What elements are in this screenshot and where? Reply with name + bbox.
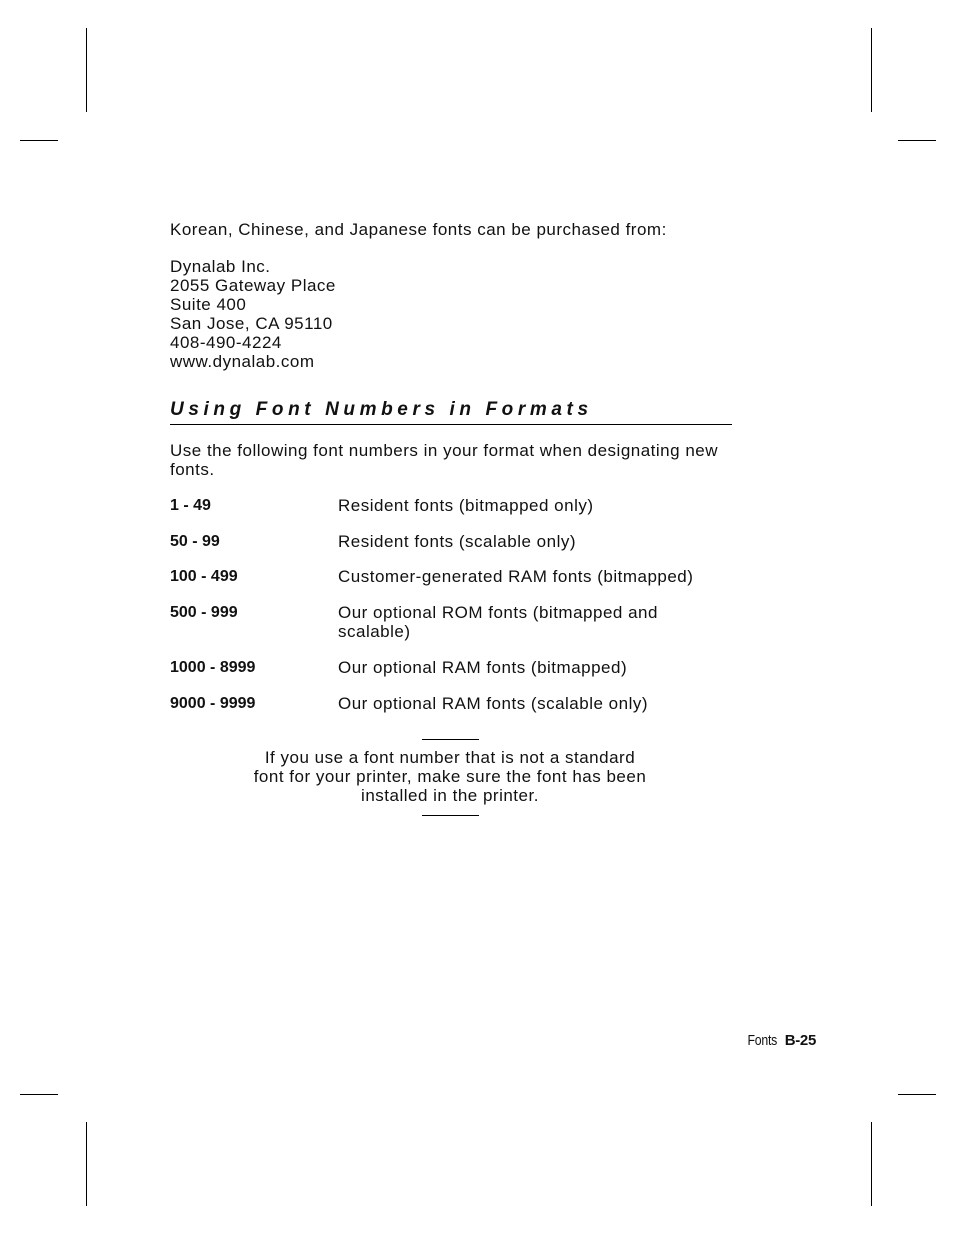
vendor-address — [170, 257, 570, 371]
crop-mark — [898, 140, 936, 141]
address-line: Suite 400 — [170, 295, 247, 314]
font-range-number: 1 - 49 — [170, 497, 211, 514]
address-line: Dynalab Inc. — [170, 257, 271, 276]
crop-mark — [86, 28, 87, 112]
note-text: If you use a font number that is not a standard font for your printer, make sure the font has been installed in the printer. — [253, 748, 647, 805]
font-range-number: 100 - 499 — [170, 568, 238, 585]
font-range-number: 50 - 99 — [170, 533, 220, 550]
intro-paragraph: Korean, Chinese, and Japanese fonts can be purchased from: — [170, 220, 667, 239]
font-range-description: Our optional RAM fonts (scalable only) — [338, 694, 649, 713]
font-range-description: Customer-generated RAM fonts (bitmapped) — [338, 567, 694, 586]
page-number: B-25 — [784, 1032, 816, 1049]
font-range-number: 1000 - 8999 — [170, 659, 256, 676]
crop-mark — [898, 1094, 936, 1095]
crop-mark — [20, 1094, 58, 1095]
footer-section-name: Fonts — [747, 1032, 777, 1049]
crop-mark — [20, 140, 58, 141]
usage-paragraph: Use the following font numbers in your format when designating new fonts. — [170, 441, 719, 479]
crop-mark — [871, 28, 872, 112]
crop-mark — [86, 1122, 87, 1206]
font-range-description: Resident fonts (bitmapped only) — [338, 496, 594, 515]
note-rule-bottom — [422, 815, 479, 816]
font-range-description: Our optional RAM fonts (bitmapped) — [338, 658, 628, 677]
font-range-number: 9000 - 9999 — [170, 695, 256, 712]
font-range-description: Our optional ROM fonts (bitmapped and scalable) — [338, 603, 658, 641]
note-rule-top — [422, 739, 479, 740]
address-line: 408-490-4224 — [170, 333, 282, 352]
crop-mark — [871, 1122, 872, 1206]
address-line: San Jose, CA 95110 — [170, 314, 333, 333]
page-footer — [700, 1032, 816, 1049]
section-heading: Using Font Numbers in Formats — [170, 398, 732, 425]
font-range-number: 500 - 999 — [170, 604, 238, 621]
font-range-description: Resident fonts (scalable only) — [338, 532, 577, 551]
address-website: www.dynalab.com — [170, 352, 315, 371]
address-line: 2055 Gateway Place — [170, 276, 336, 295]
